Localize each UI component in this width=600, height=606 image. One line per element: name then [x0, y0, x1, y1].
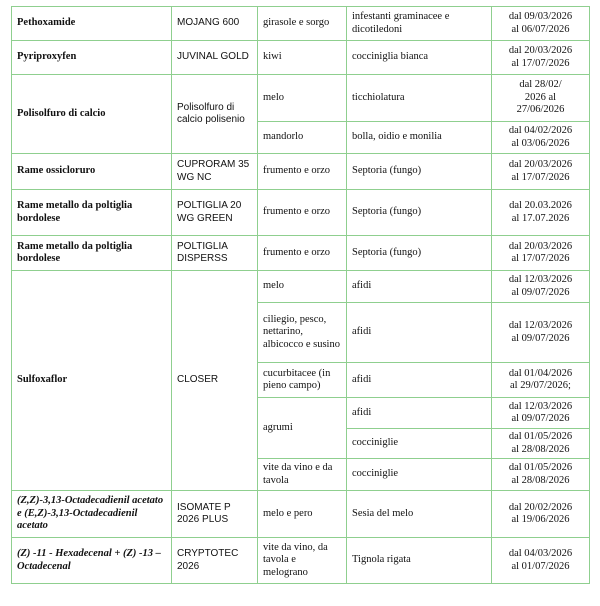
- target-cell: cocciniglie: [347, 429, 492, 459]
- table-row: [12, 41, 590, 75]
- target-cell: afidi: [347, 271, 492, 303]
- period-cell: dal 12/03/2026 al 09/07/2026: [492, 303, 590, 363]
- substance-cell: Rame ossicloruro: [12, 154, 172, 190]
- crop-cell: melo e pero: [258, 491, 347, 538]
- period-cell: dal 01/04/2026 al 29/07/2026;: [492, 363, 590, 398]
- product-cell: CRYPTOTEC 2026: [172, 538, 258, 584]
- target-cell: ticchiolatura: [347, 75, 492, 122]
- crop-cell: frumento e orzo: [258, 190, 347, 236]
- substance-cell: (Z,Z)-3,13-Octadecadienil acetato e (E,Z)-3,13-Octadecadienil acetato: [12, 491, 172, 538]
- period-cell: dal 28/02/ 2026 al 27/06/2026: [492, 75, 590, 122]
- table-row: [12, 190, 590, 236]
- crop-cell: cucurbitacee (in pieno campo): [258, 363, 347, 398]
- product-cell: POLTIGLIA 20 WG GREEN: [172, 190, 258, 236]
- crop-cell: frumento e orzo: [258, 236, 347, 271]
- period-cell: dal 09/03/2026 al 06/07/2026: [492, 7, 590, 41]
- substance-cell: (Z) -11 - Hexadecenal + (Z) -13 – Octadecenal: [12, 538, 172, 584]
- period-cell: dal 20/03/2026 al 17/07/2026: [492, 236, 590, 271]
- substance-cell: Polisolfuro di calcio: [12, 75, 172, 154]
- table-row: [12, 271, 590, 303]
- table-row: [12, 154, 590, 190]
- substance-cell: Pethoxamide: [12, 7, 172, 41]
- product-cell: MOJANG 600: [172, 7, 258, 41]
- target-cell: afidi: [347, 398, 492, 429]
- period-cell: dal 20.03.2026 al 17.07.2026: [492, 190, 590, 236]
- target-cell: Sesia del melo: [347, 491, 492, 538]
- product-cell: JUVINAL GOLD: [172, 41, 258, 75]
- crop-cell: melo: [258, 75, 347, 122]
- period-cell: dal 12/03/2026 al 09/07/2026: [492, 398, 590, 429]
- period-cell: dal 20/03/2026 al 17/07/2026: [492, 154, 590, 190]
- product-cell: ISOMATE P 2026 PLUS: [172, 491, 258, 538]
- target-cell: afidi: [347, 363, 492, 398]
- period-cell: dal 12/03/2026 al 09/07/2026: [492, 271, 590, 303]
- table-row: [12, 236, 590, 271]
- target-cell: infestanti graminacee e dicotiledoni: [347, 7, 492, 41]
- crop-cell: vite da vino, da tavola e melograno: [258, 538, 347, 584]
- crop-cell: frumento e orzo: [258, 154, 347, 190]
- crop-cell: mandorlo: [258, 122, 347, 154]
- crop-cell: vite da vino e da tavola: [258, 459, 347, 491]
- crop-cell: girasole e sorgo: [258, 7, 347, 41]
- product-cell: Polisolfuro di calcio polisenio: [172, 75, 258, 154]
- period-cell: dal 01/05/2026 al 28/08/2026: [492, 429, 590, 459]
- crop-cell: ciliegio, pesco, nettarino, albicocco e susino: [258, 303, 347, 363]
- substance-cell: Pyriproxyfen: [12, 41, 172, 75]
- period-cell: dal 01/05/2026 al 28/08/2026: [492, 459, 590, 491]
- table-row: [12, 75, 590, 122]
- target-cell: bolla, oidio e monilia: [347, 122, 492, 154]
- target-cell: cocciniglia bianca: [347, 41, 492, 75]
- target-cell: afidi: [347, 303, 492, 363]
- table-row: [12, 491, 590, 538]
- substance-cell: Rame metallo da poltiglia bordolese: [12, 190, 172, 236]
- product-cell: POLTIGLIA DISPERSS: [172, 236, 258, 271]
- period-cell: dal 04/02/2026 al 03/06/2026: [492, 122, 590, 154]
- table-row: [12, 7, 590, 41]
- target-cell: Septoria (fungo): [347, 154, 492, 190]
- target-cell: Tignola rigata: [347, 538, 492, 584]
- target-cell: Septoria (fungo): [347, 236, 492, 271]
- substance-cell: Rame metallo da poltiglia bordolese: [12, 236, 172, 271]
- crop-cell: melo: [258, 271, 347, 303]
- substance-cell: Sulfoxaflor: [12, 271, 172, 491]
- period-cell: dal 20/02/2026 al 19/06/2026: [492, 491, 590, 538]
- table-row: [12, 538, 590, 584]
- product-cell: CUPRORAM 35 WG NC: [172, 154, 258, 190]
- period-cell: dal 04/03/2026 al 01/07/2026: [492, 538, 590, 584]
- target-cell: cocciniglie: [347, 459, 492, 491]
- crop-cell: kiwi: [258, 41, 347, 75]
- period-cell: dal 20/03/2026 al 17/07/2026: [492, 41, 590, 75]
- authorization-table: [11, 6, 590, 584]
- target-cell: Septoria (fungo): [347, 190, 492, 236]
- product-cell: CLOSER: [172, 271, 258, 491]
- crop-cell: agrumi: [258, 398, 347, 459]
